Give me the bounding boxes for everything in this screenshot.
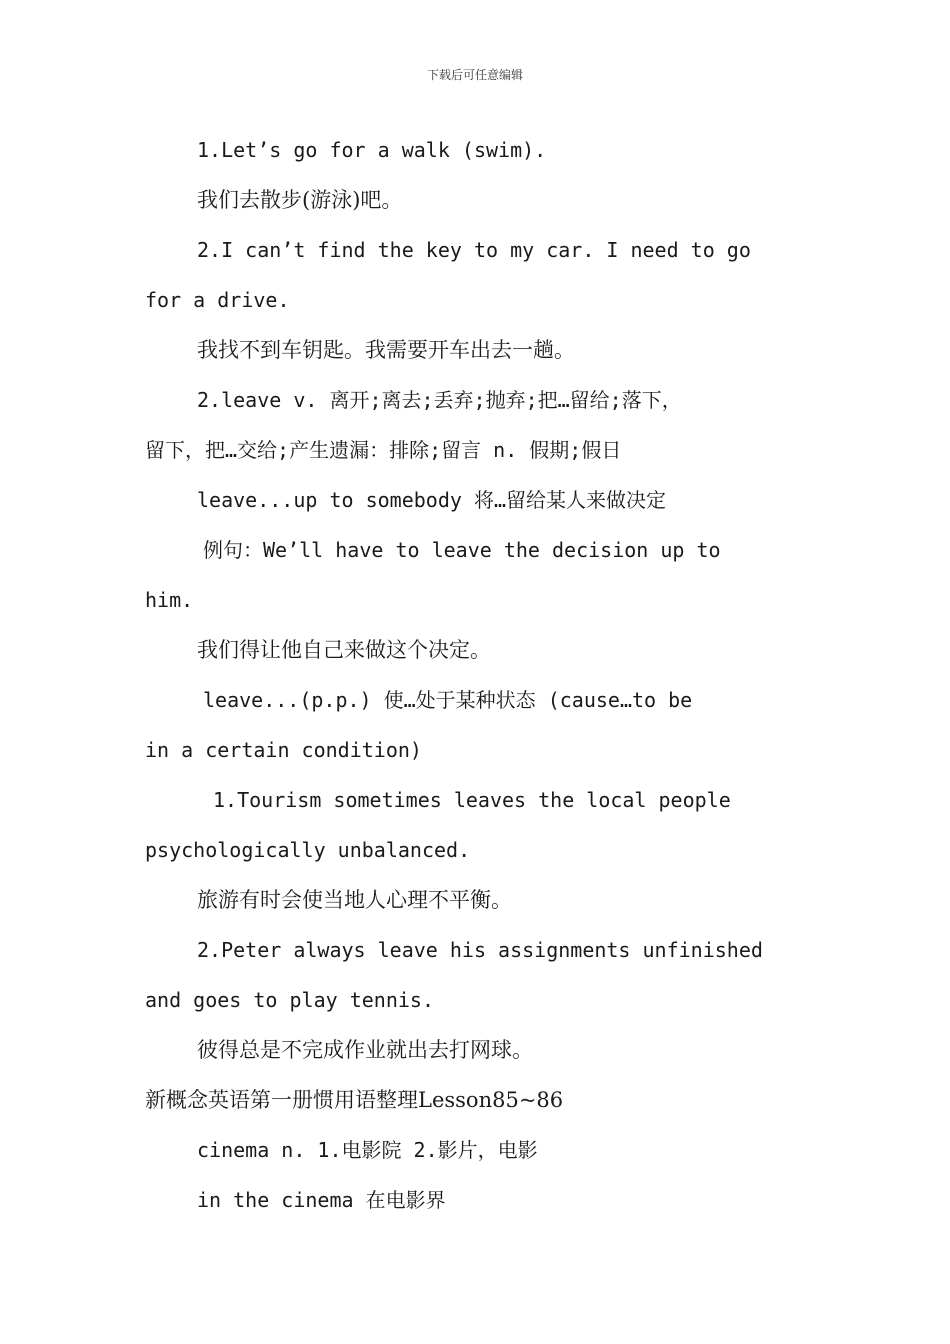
document-body xyxy=(145,125,807,1225)
page-header: 下载后可任意编辑 xyxy=(426,68,523,82)
text-line: 1.Tourism sometimes leaves the local people xyxy=(213,788,731,812)
text-line: in the cinema 在电影界 xyxy=(197,1188,446,1212)
text-line: 我们得让他自己来做这个决定。 xyxy=(197,638,491,662)
text-line: 1.Let’s go for a walk (swim). xyxy=(197,138,547,162)
text-line: 我找不到车钥匙。我需要开车出去一趟。 xyxy=(197,338,575,362)
text-line: 2.leave v. 离开;离去;丢弃;抛弃;把…留给;落下， xyxy=(197,388,682,412)
text-line: 2.I can’t find the key to my car. I need to go xyxy=(197,238,751,262)
text-line: leave...(p.p.) 使…处于某种状态 (cause…to be xyxy=(203,688,693,712)
section-heading: 新概念英语第一册惯用语整理Lesson85~86 xyxy=(145,1088,564,1112)
text-line: for a drive. xyxy=(145,288,290,312)
text-line: 我们去散步(游泳)吧。 xyxy=(197,188,403,212)
text-line: 例句：We’ll have to leave the decision up to xyxy=(203,538,721,562)
text-line: 留下，把…交给;产生遗漏：排除;留言 n. 假期;假日 xyxy=(145,438,622,462)
text-line: cinema n. 1.电影院 2.影片，电影 xyxy=(197,1138,538,1162)
text-line: psychologically unbalanced. xyxy=(145,838,471,862)
text-line: 旅游有时会使当地人心理不平衡。 xyxy=(197,888,512,912)
text-line: him. xyxy=(145,588,194,612)
text-line: and goes to play tennis. xyxy=(145,988,434,1012)
text-line: in a certain condition) xyxy=(145,738,422,762)
text-line: 彼得总是不完成作业就出去打网球。 xyxy=(197,1038,533,1062)
text-line: 2.Peter always leave his assignments unfinished xyxy=(197,938,763,962)
text-line: leave...up to somebody 将…留给某人来做决定 xyxy=(197,488,666,512)
